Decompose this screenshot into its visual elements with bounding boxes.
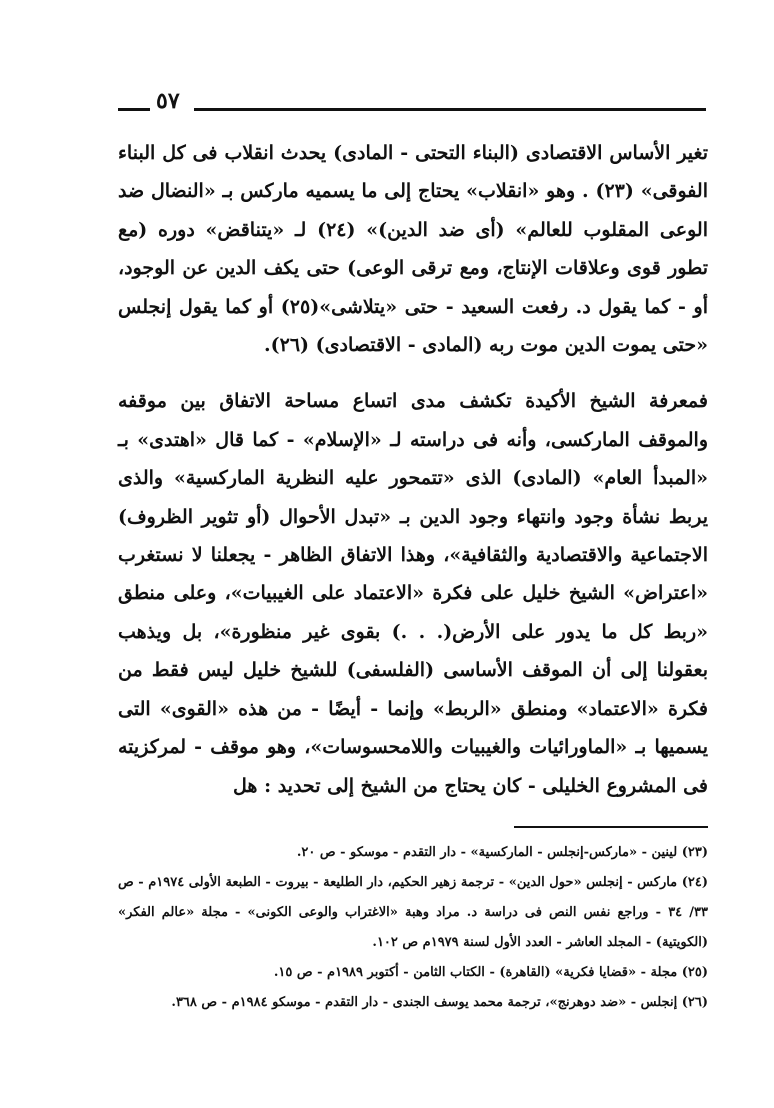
page-number: ٥٧ xyxy=(156,88,180,114)
footnote-marker: (٢٤) xyxy=(681,875,708,890)
body-text xyxy=(118,134,708,805)
header-rule-short xyxy=(118,108,150,111)
footnote-text: إنجلس - «ضد دوهرنج»، ترجمة محمد يوسف الجندى - دار التقدم - موسكو ١٩٨٤م - ص ٣٦٨. xyxy=(171,995,678,1010)
footnotes xyxy=(118,838,708,1018)
footnote-23 xyxy=(118,838,708,868)
footnote-26 xyxy=(118,988,708,1018)
footnote-marker: (٢٦) xyxy=(681,995,708,1010)
footnote-marker: (٢٣) xyxy=(681,845,708,860)
footnote-text: لينين - «ماركس-إنجلس - الماركسية» - دار التقدم - موسكو - ص ٢٠. xyxy=(296,845,678,860)
footnote-25 xyxy=(118,958,708,988)
footnote-text: مجلة - «قضايا فكرية» (القاهرة) - الكتاب الثامن - أكتوبر ١٩٨٩م - ص ١٥. xyxy=(273,965,678,980)
header-rule-long xyxy=(194,108,706,111)
footnote-text: ماركس - إنجلس «حول الدين» - ترجمة زهير الحكيم، دار الطليعة - بيروت - الطبعة الأولى ١٩٧٤م - ص ٣٣/ ٣٤ - وراجع نفس النص فى دراسة د. مراد وهبة «الاغتراب والوعى الكونى» - مجلة «عالم الفكر» (الكويتية) - المجلد العاشر - العدد الأول لسنة ١٩٧٩م ص ١٠٢. xyxy=(118,875,709,950)
footnote-marker: (٢٥) xyxy=(681,965,708,980)
paragraph-2: فمعرفة الشيخ الأكيدة تكشف مدى اتساع مساحة الاتفاق بين موقفه والموقف الماركسى، وأنه فى دراسته لـ «الإسلام» - كما قال «اهتدى» بـ «المبدأ العام» (المادى) الذى «تتمحور عليه النظرية الماركسية» والذى يربط نشأة وجود وانتهاء وجود الدين بـ «تبدل الأحوال (أو تثوير الظروف) الاجتماعية والاقتصادية والثقافية»، وهذا الاتفاق الظاهر - يجعلنا لا نستغرب «اعتراض» الشيخ خليل على فكرة «الاعتماد على الغيبيات»، وعلى منطق «ربط كل ما يدور على الأرض(. . .) بقوى غير منظورة»، بل ويذهب بعقولنا إلى أن الموقف الأساسى (الفلسفى) للشيخ خليل ليس فقط من فكرة «الاعتماد» ومنطق «الربط» وإنما - أيضًا - من هذه «القوى» التى يسميها بـ «الماورائيات والغيبيات واللامحسوسات»، وهو موقف - لمركزيته فى المشروع الخليلى - كان يحتاج من الشيخ إلى تحديد : هل xyxy=(118,390,708,797)
footnote-24 xyxy=(118,868,708,958)
footnote-separator xyxy=(514,826,708,828)
paragraph-1: تغير الأساس الاقتصادى (البناء التحتى - المادى) يحدث انقلاب فى كل البناء الفوقى» (٢٣) . وهو «انقلاب» يحتاج إلى ما يسميه ماركس بـ «النضال ضد الوعى المقلوب للعالم» (أى ضد الدين)» (٢٤) لـ «يتناقض» دوره (مع تطور قوى وعلاقات الإنتاج، ومع ترقى الوعى) حتى يكف الدين عن الوجود، أو - كما يقول د. رفعت السعيد - حتى «يتلاشى»(٢٥) أو كما يقول إنجلس «حتى يموت الدين موت ربه (المادى - الاقتصادى) (٢٦). xyxy=(118,142,708,357)
page-header xyxy=(118,88,706,118)
